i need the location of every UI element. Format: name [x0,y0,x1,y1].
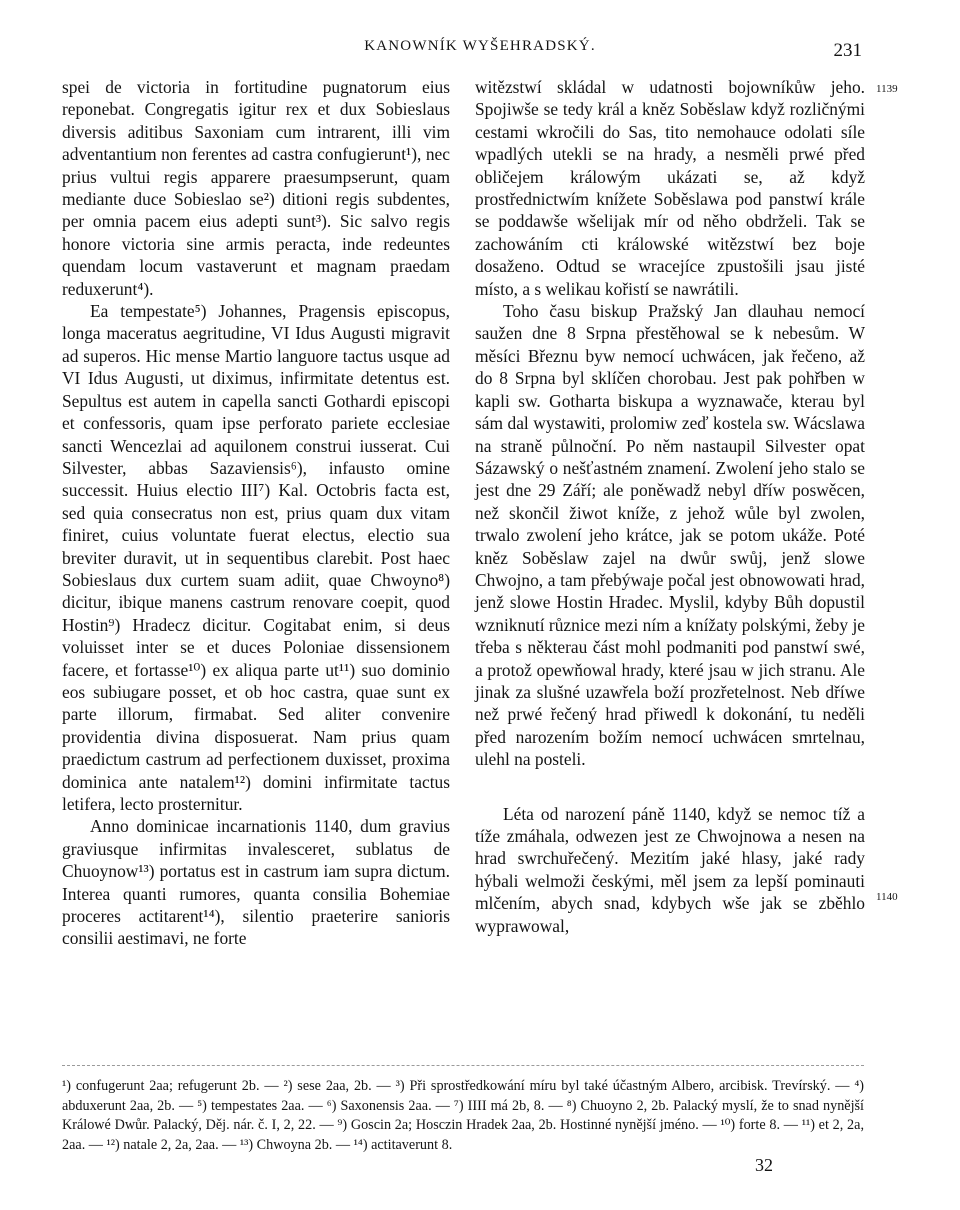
latin-paragraph-1: spei de victoria in fortitudine pugnatorum eius reponebat. Congregatis igitur rex et dux Sobieslaus diversis aditibus Saxoniam cum intrarent, illi vim adventantium non ferentes ad castra confugierunt¹), nec prius vultui regis apparere praesumpserunt, quam mediante duce Sobieslao se²) ditioni regis subdentes, per omnia pacem eius adepti sunt³). Sic salvo regis honore victoria sine armis peracta, inde redeuntes quendam locum vastaverunt et magnam praedam reduxerunt⁴). [62,77,450,299]
footnotes: ¹) confugerunt 2aa; refugerunt 2b. — ²) sese 2aa, 2b. — ³) Při sprostředkowání míru byl také účastným Albero, arcibisk. Trevírský. — ⁴) abduxerunt 2aa, 2b. — ⁵) tempestates 2aa. — ⁶) Saxonensis 2aa. — ⁷) IIII má 2b, 8. — ⁸) Chuoyno 2, 2b. Palacký myslí, že to snad nynější Králowé Dwůr. Palacký, Děj. nár. č. I, 2, 22. — ⁹) Goscin 2a; Hosczin Hradek 2aa, 2b. Hostinné nynější jméno. — ¹⁰) forte 8. — ¹¹) et 2, 2a, 2aa. — ¹²) natale 2, 2a, 2aa. — ¹³) Chwoyna 2b. — ¹⁴) actitaverunt 8. [62,1078,864,1153]
signature-mark: 32 [755,1155,773,1175]
czech-paragraph-1: witězstwí skládal w udatnosti bojowníkůw jeho. Spojiwše se tedy král a kněz Soběslaw když rozličnými cestami wkročili do Sas, tito nemohauce odolati síle wpadlých utekli se na hrady, a nesměli prwé před obličejem králowým ukázati se, až když prostřednictwím knížete Soběslawa pod panstwí krále se poddawše wšelijak mír od něho obdrželi. Tak se zachowáním cti králowské witězstwí bez boje dosaženo. Odtud se wracejíce zpustošili jsau jisté místo, a s welikau kořistí se nawrátili. [475,77,865,299]
margin-year-1139: 1139 [876,83,898,95]
latin-column [62,76,450,950]
running-head: KANOWNÍK WYŠEHRADSKÝ. [364,38,596,54]
footnote-divider [62,1065,864,1066]
latin-paragraph-2: Ea tempestate⁵) Johannes, Pragensis episcopus, longa maceratus aegritudine, VI Idus Augusti migravit ad superos. Hic mense Martio languore tactus usque ad VI Idus Augusti, ut diximus, infirmitate detentus est. Sepultus est autem in capella sancti Gothardi episcopi et confessoris, quam ipse perforato pariete ecclesiae sancti Wencezlai ad aquilonem construi iusserat. Cui Silvester, abbas Sazaviensis⁶), infausto omine successit. Huius electio III⁷) Kal. Octobris facta est, sed quia consecratus non est, prius quam dux vitam finiret, cuius voluntate fuerat electus, electio sua breviter duravit, ut in sequentibus clarebit. Post haec Sobieslaus dux curtem suam adiit, quae Chwoyno⁸) dicitur, ibique manens castrum renovare coepit, quod Hostin⁹) Hradecz dicitur. Cogitabat enim, si deus voluisset inter se et duces Poloniae dissensionem facere, et fortasse¹⁰) ex aliqua parte ut¹¹) suo dominio eos subiugare posset, et ob hoc castra, quae sunt ex parte illorum, firmabat. Sed aliter convenire providentia divina disposuerat. Nam prius quam praedictum castrum ad perfectionem duxisset, proxima dominica ante natalem¹²) domini infirmitate tactus letifera, lecto prosternitur. [62,301,450,814]
page-header [0,38,960,62]
margin-year-1140: 1140 [876,891,898,903]
czech-paragraph-3: Léta od narození páně 1140, když se nemoc tíž a tíže zmáhala, odwezen jest ze Chwojnowa a nesen na hrad swrchuřečený. Mezitím jaké hlasy, jaké rady hýbali welmoži českými, měl jsem za lepší pominauti mlčením, abych snad, kdybych wše jak se zběhlo wyprawowal, [475,803,865,936]
page-number: 231 [833,40,862,61]
czech-column [475,76,865,937]
czech-paragraph-2: Toho času biskup Pražský Jan dlauhau nemocí saužen dne 8 Srpna přestěhowal se k nebesům. W měsíci Březnu byw nemocí uchwácen, jak řečeno, až do 8 Srpna byl sklíčen chorobau. Jest pak pohřben w kapli sw. Gotharta biskupa a wyznawače, kterau byl sám dal wystawiti, prolomiw zeď kostela sw. Wácslawa na straně půlnoční. Po něm nastaupil Silvester opat Sázawský o nešťastném znamení. Zwolení jeho stalo se jest dne 29 Září; ale poněwadž nebyl dříw poswěcen, než skončil žiwot kníže, z jehož wůle byl zwolen, trwalo zwolení jeho krátce, jak se potom ukáže. Poté kněz Soběslaw zajel na dwůr swůj, jenž slowe Chwojno, a tam přebýwaje počal jest obnowowati hrad, jenž slowe Hostin Hradec. Myslil, kdyby Bůh dopustil wzniknutí různice mezi ním a knížaty polskými, žeby je třeba s některau část mohl podmaniti pod panstwí swé, a protož opewňowal hrady, které jsau w jich stranu. Ale jinak za slušné uzawřela boží prozřetelnost. Neb dříwe než prwé řečený hrad přiwedl k dokonání, tu neděli před narozením božím nemocí uchwácen smrtelnau, ulehl na posteli. [475,301,865,770]
latin-paragraph-3: Anno dominicae incarnationis 1140, dum gravius graviusque infirmitas invalesceret, sublatus de Chuoynow¹³) portatus est in castrum iam supra dictum. Interea quanti rumores, quanta consilia Bohemiae proceres actitarent¹⁴), silentio praeterire sanioris consilii aestimavi, ne forte [62,816,450,949]
